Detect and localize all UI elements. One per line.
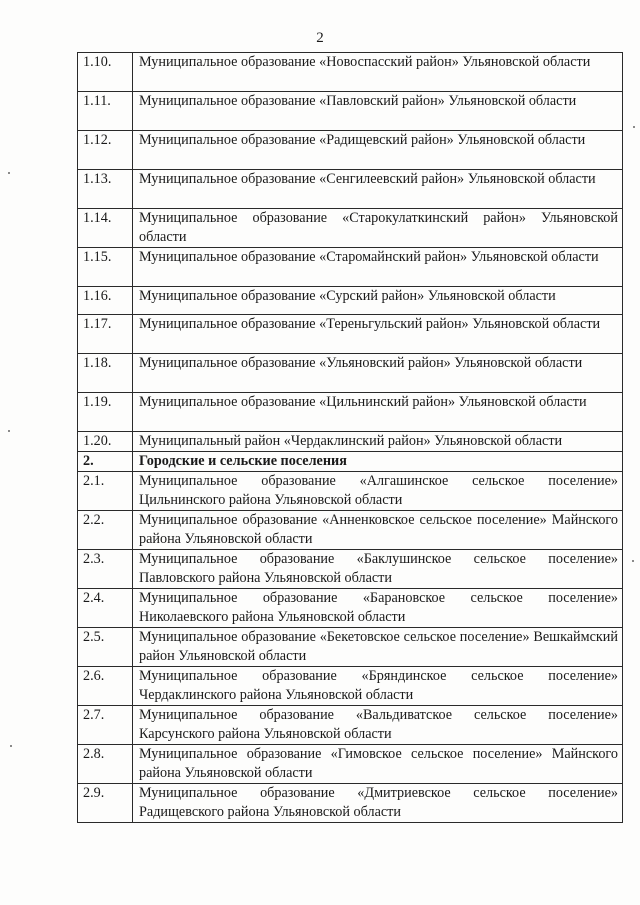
scan-artifact-dot: [10, 745, 12, 747]
row-number: 1.15.: [78, 248, 133, 287]
row-number: 1.19.: [78, 393, 133, 432]
row-text: Муниципальное образование «Сурский район» Ульяновской области: [133, 287, 623, 315]
row-number: 2.6.: [78, 667, 133, 706]
table-row: [78, 393, 623, 432]
table-row: [78, 550, 623, 589]
table-row: [78, 209, 623, 248]
row-text: Муниципальное образование «Тереньгульский район» Ульяновской области: [133, 315, 623, 354]
municipalities-table: [77, 52, 623, 823]
row-number: 1.18.: [78, 354, 133, 393]
row-text: Муниципальное образование «Бряндинское сельское поселение» Чердаклинского района Ульяновской области: [133, 667, 623, 706]
row-text: Муниципальное образование «Бекетовское сельское поселение» Вешкаймский район Ульяновской области: [133, 628, 623, 667]
table-row: [78, 354, 623, 393]
scan-artifact-dot: [8, 172, 10, 174]
table-row: [78, 248, 623, 287]
row-text: Муниципальное образование «Старокулаткинский район» Ульяновской области: [133, 209, 623, 248]
row-number: 1.20.: [78, 432, 133, 452]
row-text: Муниципальное образование «Радищевский район» Ульяновской области: [133, 131, 623, 170]
row-number: 1.12.: [78, 131, 133, 170]
table-row: [78, 92, 623, 131]
table-row: [78, 315, 623, 354]
row-number: 2.8.: [78, 745, 133, 784]
section-number: 2.: [78, 452, 133, 472]
table-row: [78, 472, 623, 511]
table-row: [78, 53, 623, 92]
row-text: Муниципальное образование «Вальдиватское сельское поселение» Карсунского района Ульяновской области: [133, 706, 623, 745]
row-number: 2.9.: [78, 784, 133, 823]
row-number: 2.7.: [78, 706, 133, 745]
table-row: [78, 589, 623, 628]
row-text: Муниципальное образование «Гимовское сельское поселение» Майнского района Ульяновской области: [133, 745, 623, 784]
row-text: Муниципальное образование «Барановское сельское поселение» Николаевского района Ульяновской области: [133, 589, 623, 628]
table-row: [78, 628, 623, 667]
row-text: Муниципальное образование «Баклушинское сельское поселение» Павловского района Ульяновской области: [133, 550, 623, 589]
table-row: [78, 706, 623, 745]
row-number: 1.14.: [78, 209, 133, 248]
row-text: Муниципальный район «Чердаклинский район» Ульяновской области: [133, 432, 623, 452]
table-row: [78, 784, 623, 823]
row-number: 2.4.: [78, 589, 133, 628]
scan-artifact-dot: [632, 560, 634, 562]
row-number: 2.1.: [78, 472, 133, 511]
table-row: [78, 511, 623, 550]
row-number: 2.5.: [78, 628, 133, 667]
row-text: Муниципальное образование «Старомайнский район» Ульяновской области: [133, 248, 623, 287]
page-number: 2: [316, 30, 324, 46]
row-text: Муниципальное образование «Алгашинское сельское поселение» Цильнинского района Ульяновской области: [133, 472, 623, 511]
row-text: Муниципальное образование «Дмитриевское сельское поселение» Радищевского района Ульяновской области: [133, 784, 623, 823]
scan-artifact-dot: [8, 430, 10, 432]
table-row: [78, 432, 623, 452]
row-number: 1.16.: [78, 287, 133, 315]
row-text: Муниципальное образование «Анненковское сельское поселение» Майнского района Ульяновской области: [133, 511, 623, 550]
section-title: Городские и сельские поселения: [133, 452, 623, 472]
table-row: [78, 131, 623, 170]
row-number: 1.11.: [78, 92, 133, 131]
row-number: 2.3.: [78, 550, 133, 589]
row-text: Муниципальное образование «Новоспасский район» Ульяновской области: [133, 53, 623, 92]
row-text: Муниципальное образование «Павловский район» Ульяновской области: [133, 92, 623, 131]
row-number: 1.17.: [78, 315, 133, 354]
row-text: Муниципальное образование «Сенгилеевский район» Ульяновской области: [133, 170, 623, 209]
row-number: 2.2.: [78, 511, 133, 550]
row-number: 1.10.: [78, 53, 133, 92]
table-row: [78, 170, 623, 209]
row-text: Муниципальное образование «Ульяновский район» Ульяновской области: [133, 354, 623, 393]
table-row: [78, 745, 623, 784]
table-row: [78, 287, 623, 315]
section-header-row: [78, 452, 623, 472]
row-text: Муниципальное образование «Цильнинский район» Ульяновской области: [133, 393, 623, 432]
scan-artifact-dot: [633, 126, 635, 128]
table-row: [78, 667, 623, 706]
row-number: 1.13.: [78, 170, 133, 209]
